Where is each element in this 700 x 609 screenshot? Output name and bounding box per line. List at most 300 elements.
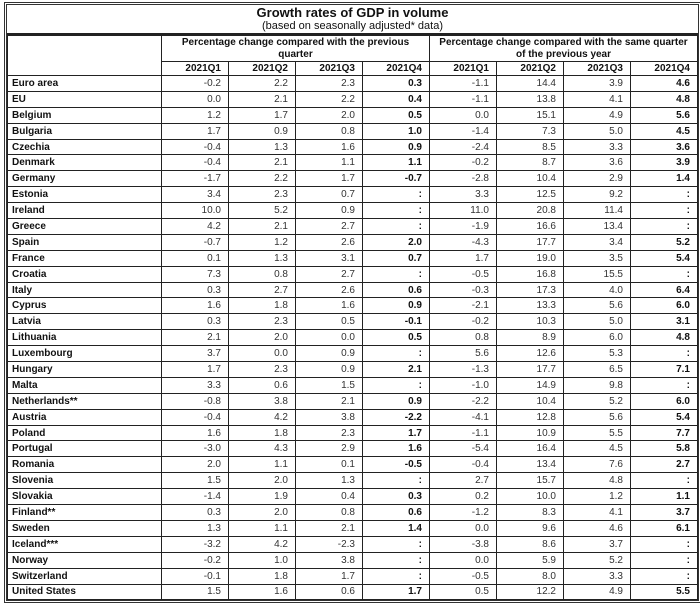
- growth-value: 0.8: [296, 123, 363, 139]
- table-row: [8, 568, 698, 584]
- growth-value: 1.7: [363, 425, 430, 441]
- growth-value: 0.6: [229, 377, 296, 393]
- table-row: [8, 505, 698, 521]
- growth-value: :: [363, 203, 430, 219]
- growth-value: 3.7: [564, 536, 631, 552]
- growth-value: -0.1: [363, 314, 430, 330]
- growth-value: :: [631, 346, 698, 362]
- growth-value: 3.8: [296, 552, 363, 568]
- table-row: [8, 123, 698, 139]
- growth-value: 8.3: [497, 505, 564, 521]
- growth-value: 0.9: [296, 362, 363, 378]
- growth-value: 19.0: [497, 250, 564, 266]
- growth-value: 12.8: [497, 409, 564, 425]
- growth-value: 3.6: [631, 139, 698, 155]
- growth-value: 1.4: [363, 520, 430, 536]
- growth-value: 16.4: [497, 441, 564, 457]
- growth-value: 1.7: [162, 123, 229, 139]
- country-name: EU: [8, 91, 162, 107]
- country-name: Czechia: [8, 139, 162, 155]
- growth-value: 17.7: [497, 362, 564, 378]
- growth-value: 3.3: [564, 568, 631, 584]
- growth-value: :: [363, 377, 430, 393]
- country-name: Luxembourg: [8, 346, 162, 362]
- growth-value: -0.5: [363, 457, 430, 473]
- growth-value: :: [363, 266, 430, 282]
- growth-value: 0.3: [162, 505, 229, 521]
- growth-value: 1.8: [229, 298, 296, 314]
- growth-value: 3.9: [564, 76, 631, 92]
- country-name: Euro area: [8, 76, 162, 92]
- growth-value: 5.5: [631, 584, 698, 600]
- growth-value: 1.2: [162, 107, 229, 123]
- growth-value: 4.8: [631, 330, 698, 346]
- growth-value: 4.9: [564, 584, 631, 600]
- table-row: [8, 489, 698, 505]
- growth-value: 1.0: [229, 552, 296, 568]
- growth-value: 14.9: [497, 377, 564, 393]
- group-header-previous-quarter: Percentage change compared with the previous quarter: [162, 36, 430, 62]
- gdp-growth-table-container: [4, 2, 700, 603]
- growth-value: -2.3: [296, 536, 363, 552]
- growth-value: 4.6: [564, 520, 631, 536]
- growth-value: 0.5: [296, 314, 363, 330]
- growth-value: 3.3: [430, 187, 497, 203]
- growth-value: -2.2: [363, 409, 430, 425]
- growth-value: -3.2: [162, 536, 229, 552]
- growth-value: 13.4: [564, 219, 631, 235]
- country-name: United States: [8, 584, 162, 600]
- growth-value: 2.0: [229, 330, 296, 346]
- quarter-header: 2021Q2: [497, 62, 564, 76]
- growth-value: 0.9: [363, 139, 430, 155]
- growth-value: 9.8: [564, 377, 631, 393]
- growth-value: 7.6: [564, 457, 631, 473]
- growth-value: 2.0: [229, 473, 296, 489]
- growth-value: 3.7: [162, 346, 229, 362]
- growth-value: 14.4: [497, 76, 564, 92]
- country-name: Slovenia: [8, 473, 162, 489]
- growth-value: 5.6: [631, 107, 698, 123]
- growth-value: :: [363, 552, 430, 568]
- country-name: Netherlands**: [8, 393, 162, 409]
- table-row: [8, 314, 698, 330]
- growth-value: -4.3: [430, 234, 497, 250]
- growth-value: 0.0: [430, 107, 497, 123]
- growth-value: 0.9: [229, 123, 296, 139]
- table-row: [8, 171, 698, 187]
- growth-value: 4.1: [564, 505, 631, 521]
- table-row: [8, 155, 698, 171]
- growth-value: 1.6: [229, 584, 296, 600]
- growth-value: 0.3: [162, 314, 229, 330]
- growth-value: -1.4: [430, 123, 497, 139]
- growth-value: 2.1: [296, 520, 363, 536]
- growth-value: -0.2: [162, 552, 229, 568]
- growth-value: 15.1: [497, 107, 564, 123]
- growth-value: 13.4: [497, 457, 564, 473]
- growth-value: :: [363, 346, 430, 362]
- growth-value: 2.7: [631, 457, 698, 473]
- growth-value: 5.2: [631, 234, 698, 250]
- growth-value: 2.2: [296, 91, 363, 107]
- growth-value: 1.5: [296, 377, 363, 393]
- growth-value: 1.6: [162, 425, 229, 441]
- growth-value: -1.9: [430, 219, 497, 235]
- growth-value: -1.1: [430, 76, 497, 92]
- growth-value: 10.3: [497, 314, 564, 330]
- growth-value: 0.8: [430, 330, 497, 346]
- growth-value: -0.2: [162, 76, 229, 92]
- growth-value: 4.5: [631, 123, 698, 139]
- growth-value: 4.0: [564, 282, 631, 298]
- growth-value: 7.3: [162, 266, 229, 282]
- table-row: [8, 187, 698, 203]
- growth-value: 1.0: [363, 123, 430, 139]
- growth-value: 5.5: [564, 425, 631, 441]
- growth-value: -3.0: [162, 441, 229, 457]
- growth-value: 3.8: [296, 409, 363, 425]
- country-name: France: [8, 250, 162, 266]
- growth-value: -0.7: [363, 171, 430, 187]
- growth-value: 2.7: [296, 266, 363, 282]
- growth-value: 2.6: [296, 282, 363, 298]
- quarter-header: 2021Q3: [296, 62, 363, 76]
- growth-value: 1.6: [296, 139, 363, 155]
- growth-value: 0.7: [363, 250, 430, 266]
- growth-value: 10.4: [497, 171, 564, 187]
- growth-value: 1.6: [296, 298, 363, 314]
- growth-value: 0.9: [363, 298, 430, 314]
- growth-value: 0.0: [430, 552, 497, 568]
- growth-value: 4.8: [631, 91, 698, 107]
- gdp-growth-table: [7, 35, 698, 600]
- country-name: Portugal: [8, 441, 162, 457]
- growth-value: 2.1: [229, 91, 296, 107]
- growth-value: 2.9: [296, 441, 363, 457]
- growth-value: 16.8: [497, 266, 564, 282]
- growth-value: 0.9: [296, 346, 363, 362]
- growth-value: 1.5: [162, 584, 229, 600]
- growth-value: 2.1: [229, 155, 296, 171]
- quarter-header: 2021Q1: [430, 62, 497, 76]
- growth-value: 4.3: [229, 441, 296, 457]
- growth-value: 5.9: [497, 552, 564, 568]
- growth-value: 4.1: [564, 91, 631, 107]
- growth-value: 1.5: [162, 473, 229, 489]
- country-name: Hungary: [8, 362, 162, 378]
- growth-value: 5.0: [564, 314, 631, 330]
- quarter-header: 2021Q2: [229, 62, 296, 76]
- growth-value: 2.7: [229, 282, 296, 298]
- growth-value: -1.2: [430, 505, 497, 521]
- table-title: Growth rates of GDP in volume: [256, 5, 449, 20]
- table-row: [8, 203, 698, 219]
- growth-value: 1.1: [296, 155, 363, 171]
- growth-value: 2.6: [296, 234, 363, 250]
- table-row: [8, 346, 698, 362]
- growth-value: -2.1: [430, 298, 497, 314]
- growth-value: 1.1: [363, 155, 430, 171]
- growth-value: 0.8: [229, 266, 296, 282]
- quarter-header: 2021Q3: [564, 62, 631, 76]
- growth-value: 0.2: [430, 489, 497, 505]
- country-name: Latvia: [8, 314, 162, 330]
- table-row: [8, 441, 698, 457]
- table-row: [8, 76, 698, 92]
- growth-value: 10.9: [497, 425, 564, 441]
- table-row: [8, 584, 698, 600]
- growth-value: 0.8: [296, 505, 363, 521]
- growth-value: 2.3: [229, 362, 296, 378]
- group-header-previous-year: Percentage change compared with the same quarter of the previous year: [430, 36, 698, 62]
- growth-value: 5.4: [631, 250, 698, 266]
- growth-value: -0.2: [430, 314, 497, 330]
- growth-value: -0.5: [430, 266, 497, 282]
- growth-value: 0.6: [296, 584, 363, 600]
- quarter-header: 2021Q1: [162, 62, 229, 76]
- growth-value: 4.9: [564, 107, 631, 123]
- growth-value: 0.0: [430, 520, 497, 536]
- growth-value: 1.7: [430, 250, 497, 266]
- growth-value: 4.5: [564, 441, 631, 457]
- growth-value: 1.4: [631, 171, 698, 187]
- growth-value: 2.7: [296, 219, 363, 235]
- growth-value: 3.9: [631, 155, 698, 171]
- country-name: Norway: [8, 552, 162, 568]
- growth-value: 4.2: [229, 409, 296, 425]
- growth-value: 2.7: [430, 473, 497, 489]
- table-row: [8, 409, 698, 425]
- table-body: [8, 76, 698, 600]
- growth-value: :: [631, 552, 698, 568]
- country-name: Denmark: [8, 155, 162, 171]
- growth-value: 6.0: [631, 298, 698, 314]
- growth-value: :: [631, 536, 698, 552]
- table-row: [8, 139, 698, 155]
- growth-value: 3.1: [296, 250, 363, 266]
- growth-value: 1.6: [363, 441, 430, 457]
- growth-value: 1.3: [229, 250, 296, 266]
- growth-value: :: [363, 473, 430, 489]
- growth-value: 5.4: [631, 409, 698, 425]
- growth-value: 16.6: [497, 219, 564, 235]
- table-row: [8, 107, 698, 123]
- growth-value: 3.6: [564, 155, 631, 171]
- table-row: [8, 520, 698, 536]
- growth-value: 9.2: [564, 187, 631, 203]
- growth-value: 1.8: [229, 425, 296, 441]
- growth-value: 1.9: [229, 489, 296, 505]
- growth-value: 2.3: [229, 314, 296, 330]
- country-name: Sweden: [8, 520, 162, 536]
- growth-value: 8.7: [497, 155, 564, 171]
- growth-value: 15.5: [564, 266, 631, 282]
- growth-value: 5.2: [564, 393, 631, 409]
- country-name: Belgium: [8, 107, 162, 123]
- country-name: Slovakia: [8, 489, 162, 505]
- table-title-block: [7, 5, 698, 35]
- growth-value: 1.7: [296, 568, 363, 584]
- growth-value: :: [363, 536, 430, 552]
- growth-value: 1.8: [229, 568, 296, 584]
- growth-value: 1.3: [296, 473, 363, 489]
- table-row: [8, 250, 698, 266]
- growth-value: -1.7: [162, 171, 229, 187]
- growth-value: 1.7: [363, 584, 430, 600]
- table-row: [8, 377, 698, 393]
- growth-value: -0.8: [162, 393, 229, 409]
- country-name: Austria: [8, 409, 162, 425]
- growth-value: -0.2: [430, 155, 497, 171]
- country-name: Finland**: [8, 505, 162, 521]
- growth-value: 2.0: [162, 457, 229, 473]
- growth-value: :: [631, 219, 698, 235]
- table-row: [8, 473, 698, 489]
- growth-value: -0.4: [162, 409, 229, 425]
- growth-value: -1.1: [430, 91, 497, 107]
- growth-value: 2.2: [229, 76, 296, 92]
- growth-value: 1.3: [229, 139, 296, 155]
- growth-value: 8.5: [497, 139, 564, 155]
- growth-value: 2.0: [363, 234, 430, 250]
- growth-value: 2.0: [296, 107, 363, 123]
- growth-value: 0.3: [363, 76, 430, 92]
- growth-value: 1.3: [162, 520, 229, 536]
- country-name: Iceland***: [8, 536, 162, 552]
- growth-value: 0.6: [363, 505, 430, 521]
- growth-value: 13.3: [497, 298, 564, 314]
- country-name: Switzerland: [8, 568, 162, 584]
- growth-value: 0.7: [296, 187, 363, 203]
- growth-value: -1.1: [430, 425, 497, 441]
- growth-value: 0.4: [363, 91, 430, 107]
- table-row: [8, 393, 698, 409]
- growth-value: 0.3: [162, 282, 229, 298]
- growth-value: 0.1: [162, 250, 229, 266]
- growth-value: 4.2: [162, 219, 229, 235]
- growth-value: 15.7: [497, 473, 564, 489]
- table-row: [8, 266, 698, 282]
- growth-value: -1.4: [162, 489, 229, 505]
- growth-value: 3.7: [631, 505, 698, 521]
- growth-value: 8.9: [497, 330, 564, 346]
- growth-value: -2.4: [430, 139, 497, 155]
- growth-value: 0.9: [363, 393, 430, 409]
- growth-value: 5.2: [564, 552, 631, 568]
- country-header: [8, 36, 162, 76]
- growth-value: 5.6: [564, 298, 631, 314]
- growth-value: 0.6: [363, 282, 430, 298]
- growth-value: 1.2: [564, 489, 631, 505]
- growth-value: -4.1: [430, 409, 497, 425]
- table-row: [8, 330, 698, 346]
- growth-value: -0.4: [162, 139, 229, 155]
- growth-value: 5.2: [229, 203, 296, 219]
- growth-value: 5.3: [564, 346, 631, 362]
- growth-value: 0.0: [229, 346, 296, 362]
- growth-value: 2.3: [229, 187, 296, 203]
- growth-value: 2.1: [229, 219, 296, 235]
- growth-value: 10.4: [497, 393, 564, 409]
- growth-value: 11.4: [564, 203, 631, 219]
- growth-value: 3.1: [631, 314, 698, 330]
- table-row: [8, 282, 698, 298]
- growth-value: :: [363, 187, 430, 203]
- growth-value: 6.4: [631, 282, 698, 298]
- growth-value: 1.1: [229, 520, 296, 536]
- country-name: Italy: [8, 282, 162, 298]
- growth-value: 7.1: [631, 362, 698, 378]
- table-row: [8, 362, 698, 378]
- growth-value: :: [363, 568, 430, 584]
- growth-value: 17.3: [497, 282, 564, 298]
- growth-value: 0.0: [296, 330, 363, 346]
- growth-value: 9.6: [497, 520, 564, 536]
- growth-value: 5.6: [430, 346, 497, 362]
- growth-value: 1.1: [631, 489, 698, 505]
- table-subtitle: (based on seasonally adjusted* data): [261, 20, 443, 32]
- growth-value: -2.2: [430, 393, 497, 409]
- growth-value: 3.5: [564, 250, 631, 266]
- growth-value: 6.1: [631, 520, 698, 536]
- growth-value: 0.1: [296, 457, 363, 473]
- growth-value: 0.0: [162, 91, 229, 107]
- growth-value: 0.5: [430, 584, 497, 600]
- growth-value: 10.0: [162, 203, 229, 219]
- growth-value: 5.6: [564, 409, 631, 425]
- growth-value: 6.0: [564, 330, 631, 346]
- growth-value: 12.5: [497, 187, 564, 203]
- growth-value: 3.8: [229, 393, 296, 409]
- growth-value: :: [631, 377, 698, 393]
- group-header-row: [8, 36, 698, 62]
- quarter-header: 2021Q4: [363, 62, 430, 76]
- growth-value: 0.5: [363, 107, 430, 123]
- growth-value: :: [631, 568, 698, 584]
- table-row: [8, 219, 698, 235]
- growth-value: :: [631, 473, 698, 489]
- table-row: [8, 234, 698, 250]
- growth-value: :: [631, 187, 698, 203]
- growth-value: 0.4: [296, 489, 363, 505]
- growth-value: 11.0: [430, 203, 497, 219]
- country-name: Croatia: [8, 266, 162, 282]
- growth-value: 2.1: [162, 330, 229, 346]
- growth-value: -0.1: [162, 568, 229, 584]
- growth-value: -0.4: [162, 155, 229, 171]
- growth-value: 2.1: [296, 393, 363, 409]
- table-row: [8, 552, 698, 568]
- growth-value: -0.3: [430, 282, 497, 298]
- growth-value: 0.5: [363, 330, 430, 346]
- growth-value: 6.5: [564, 362, 631, 378]
- growth-value: 12.6: [497, 346, 564, 362]
- growth-value: :: [631, 266, 698, 282]
- growth-value: 8.6: [497, 536, 564, 552]
- growth-value: 7.7: [631, 425, 698, 441]
- growth-value: 1.1: [229, 457, 296, 473]
- growth-value: 5.0: [564, 123, 631, 139]
- country-name: Malta: [8, 377, 162, 393]
- country-name: Ireland: [8, 203, 162, 219]
- growth-value: -1.0: [430, 377, 497, 393]
- growth-value: 2.1: [363, 362, 430, 378]
- growth-value: -3.8: [430, 536, 497, 552]
- growth-value: 2.3: [296, 76, 363, 92]
- growth-value: 6.0: [631, 393, 698, 409]
- country-name: Bulgaria: [8, 123, 162, 139]
